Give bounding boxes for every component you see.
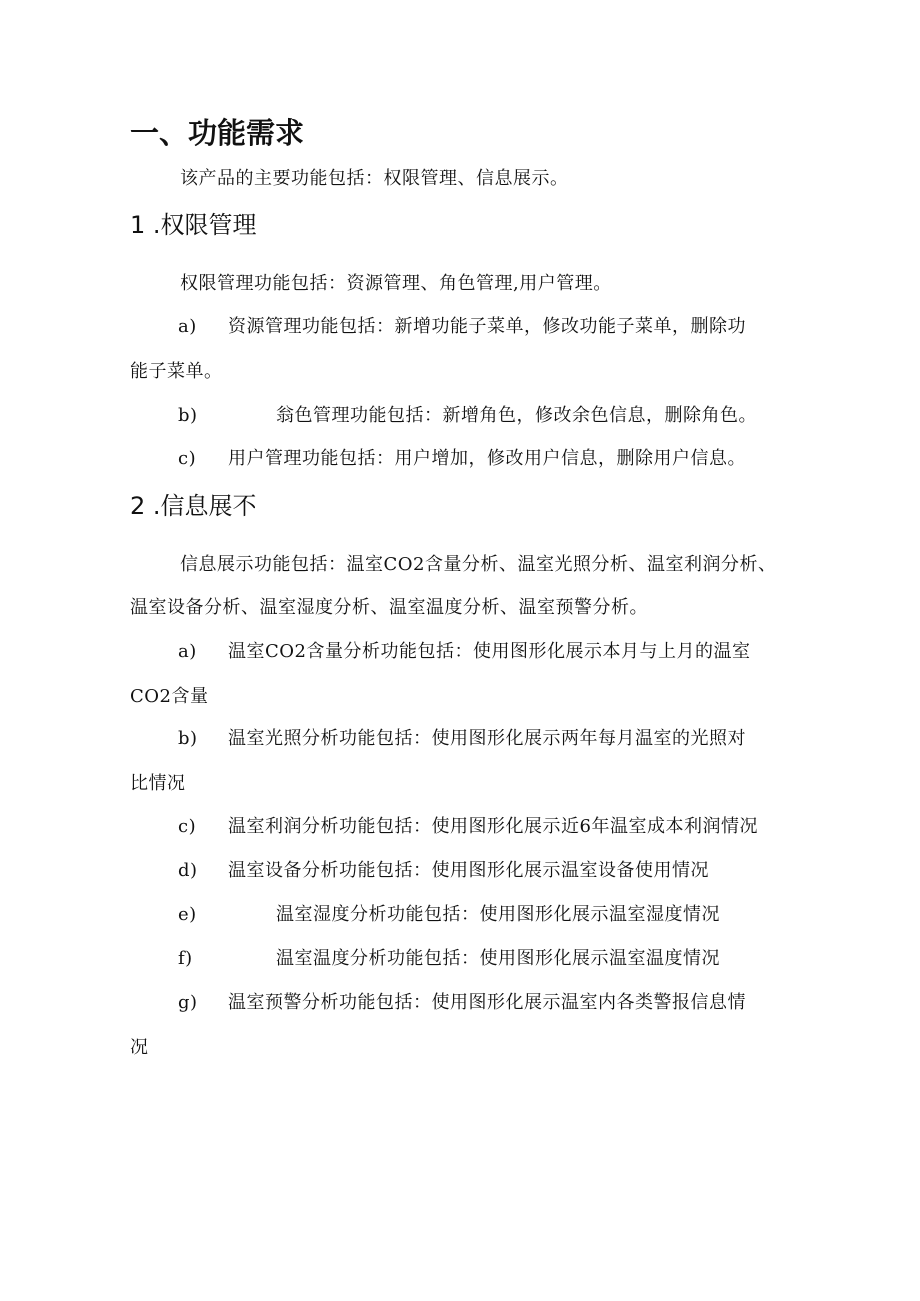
section-title-info-display: 2 .信息展不	[130, 492, 257, 520]
list-item-marker: c)	[178, 816, 197, 837]
list-item-continuation: 比情况	[130, 773, 186, 794]
list-item-text: 温室温度分析功能包括：使用图形化展示温室温度情况	[276, 948, 720, 969]
list-item-marker: d)	[178, 860, 198, 881]
list-item-marker: f)	[178, 948, 193, 969]
list-item-text: 资源管理功能包括：新增功能子菜单，修改功能子菜单，删除功	[228, 316, 746, 337]
info-summary-line2: 温室设备分析、温室湿度分析、温室温度分析、温室预警分析。	[130, 597, 648, 618]
list-item-continuation: 况	[130, 1037, 149, 1058]
list-item-continuation: CO2含量	[130, 686, 209, 707]
section-title-permission: 1 .权限管理	[130, 211, 257, 239]
list-item-text: 温室CO2含量分析功能包括：使用图形化展示本月与上月的温室	[228, 641, 751, 662]
intro-paragraph: 该产品的主要功能包括：权限管理、信息展示。	[180, 168, 569, 189]
info-summary-line1: 信息展示功能包括：温室CO2含量分析、温室光照分析、温室利润分析、	[180, 554, 777, 575]
list-item-text: 温室光照分析功能包括：使用图形化展示两年每月温室的光照对	[228, 728, 746, 749]
list-item-continuation: 能子菜单。	[130, 361, 223, 382]
list-item-text: 温室湿度分析功能包括：使用图形化展示温室湿度情况	[276, 904, 720, 925]
list-item-text: 用户管理功能包括：用户增加，修改用户信息，删除用户信息。	[228, 448, 746, 469]
list-item-marker: b)	[178, 728, 198, 749]
list-item-text: 温室设备分析功能包括：使用图形化展示温室设备使用情况	[228, 860, 709, 881]
list-item-text: 温室利润分析功能包括：使用图形化展示近6年温室成本利润情况	[228, 816, 758, 837]
heading-functional-requirements: 一、功能需求	[130, 116, 305, 150]
list-item-marker: a)	[178, 316, 197, 337]
permission-summary: 权限管理功能包括：资源管理、角色管理,用户管理。	[180, 273, 612, 294]
list-item-marker: b)	[178, 405, 198, 426]
list-item-marker: a)	[178, 641, 197, 662]
list-item-marker: g)	[178, 992, 198, 1013]
list-item-text: 翁色管理功能包括：新增角色，修改余色信息，删除角色。	[276, 405, 757, 426]
list-item-text: 温室预警分析功能包括：使用图形化展示温室内各类警报信息情	[228, 992, 746, 1013]
list-item-marker: c)	[178, 448, 197, 469]
list-item-marker: e)	[178, 904, 197, 925]
